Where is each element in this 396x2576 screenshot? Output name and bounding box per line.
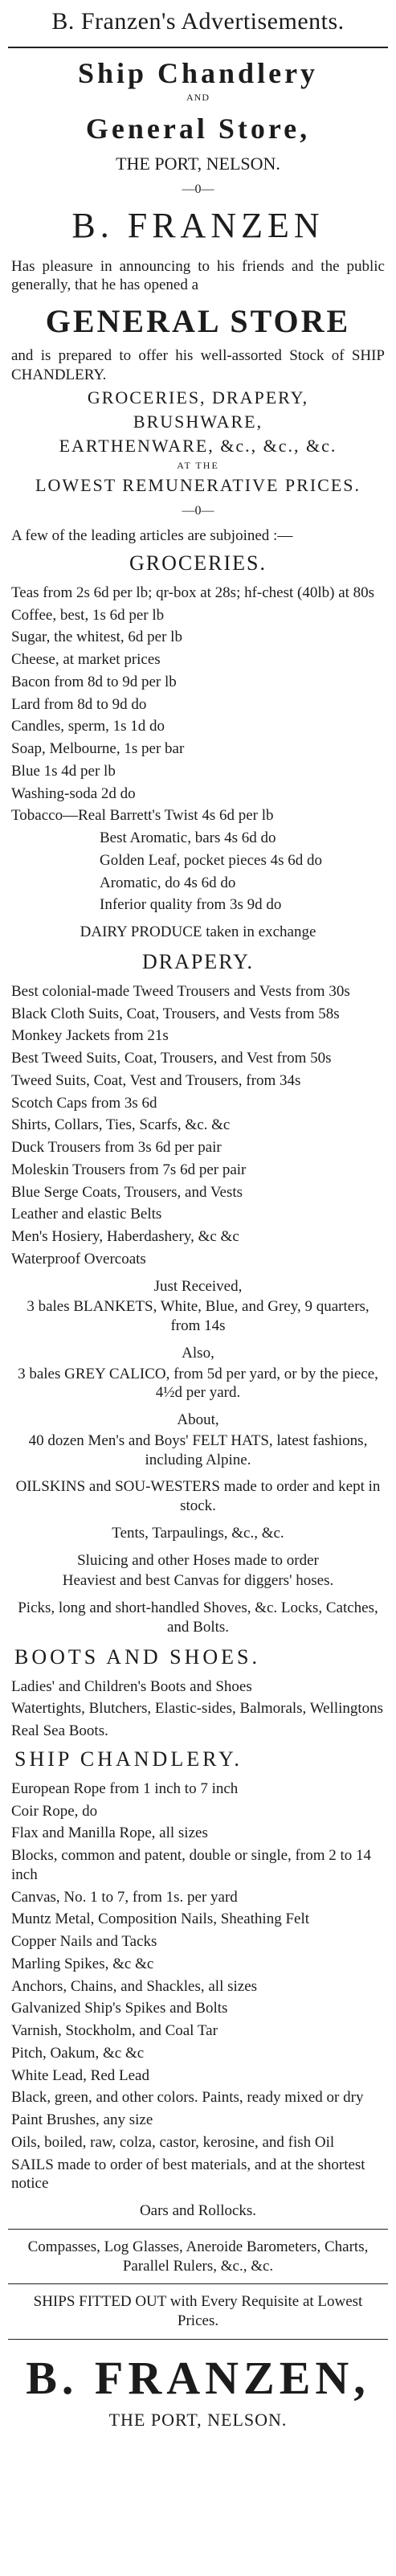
list-item: Bacon from 8d to 9d per lb — [11, 673, 177, 690]
subjoined-line: A few of the leading articles are subjoined :— — [11, 526, 293, 544]
section-rule — [8, 2339, 388, 2340]
list-item: Tweed Suits, Coat, Vest and Trousers, from 34s — [11, 1071, 301, 1089]
location-line: THE PORT, NELSON. — [116, 154, 280, 174]
list-item: Ladies' and Children's Boots and Shoes — [11, 1677, 252, 1695]
section-rule — [8, 2229, 388, 2230]
drapery-heading: DRAPERY. — [141, 949, 255, 973]
list-item: Shirts, Collars, Ties, Scarfs, &c. &c — [11, 1116, 231, 1134]
header-rule — [8, 47, 388, 48]
list-item: Flax and Manilla Rope, all sizes — [11, 1824, 208, 1842]
oars-line: Oars and Rollocks. — [139, 2202, 257, 2220]
groceries-list — [11, 584, 385, 915]
about-label: About, — [177, 1411, 219, 1429]
list-item: Marling Spikes, &c &c — [11, 1955, 154, 1972]
dairy-produce: DAIRY PRODUCE taken in exchange — [80, 924, 316, 941]
list-item: Blue Serge Coats, Trousers, and Vests — [11, 1183, 243, 1201]
calico-line: 3 bales GREY CALICO, from 5d per yard, or by the piece, 4½d per yard. — [18, 1365, 378, 1402]
list-item: Anchors, Chains, and Shackles, all sizes — [11, 1977, 258, 1995]
signature-location: THE PORT, NELSON. — [108, 2409, 288, 2430]
also-label: Also, — [182, 1344, 214, 1362]
boots-shoes-heading: BOOTS AND SHOES. — [14, 1644, 260, 1669]
list-item: Black, green, and other colors. Paints, ready mixed or dry — [11, 2089, 364, 2107]
intro-paragraph: Has pleasure in announcing to his friends and the public generally, that he has opened a — [11, 258, 385, 294]
felt-hats-line: 40 dozen Men's and Boys' FELT HATS, latest fashions, including Alpine. — [28, 1431, 368, 1468]
list-item: Cheese, at market prices — [11, 651, 161, 669]
intro-paragraph-2: and is prepared to offer his well-assorted Stock of SHIP CHANDLERY. — [11, 347, 385, 383]
list-item: Coir Rope, do — [11, 1802, 98, 1820]
list-item: Inferior quality from 3s 9d do — [100, 896, 282, 914]
separator: —0— — [182, 182, 214, 196]
at-the: AT THE — [177, 459, 219, 471]
ship-chandlery-heading: SHIP CHANDLERY. — [14, 1747, 243, 1771]
list-item: Best Tweed Suits, Coat, Trousers, and Vest from 50s — [11, 1050, 332, 1067]
list-item: Varnish, Stockholm, and Coal Tar — [11, 2022, 218, 2040]
advertisement-column — [8, 0, 388, 2431]
categories-line-3: EARTHENWARE, &c., &c., &c. — [59, 435, 337, 456]
list-item: Real Sea Boots. — [11, 1722, 108, 1740]
list-item: White Lead, Red Lead — [11, 2066, 149, 2084]
list-item: Scotch Caps from 3s 6d — [11, 1094, 157, 1112]
signature-name: B. FRANZEN, — [26, 2351, 370, 2404]
chandlery-list — [11, 1779, 385, 2193]
tents-line: Tents, Tarpaulings, &c., &c. — [112, 1524, 284, 1542]
oilskins-line: OILSKINS and SOU-WESTERS made to order and kept in stock. — [15, 1478, 381, 1515]
list-item: Best colonial-made Tweed Trousers and Vests from 30s — [11, 982, 350, 1000]
canvas-hoses-line: Heaviest and best Canvas for diggers' hoses. — [62, 1572, 334, 1590]
list-item: Washing-soda 2d do — [11, 784, 136, 802]
list-item: Sugar, the whitest, 6d per lb — [11, 629, 182, 646]
list-item: Blue 1s 4d per lb — [11, 762, 116, 780]
boots-list — [11, 1677, 385, 1741]
list-item: Galvanized Ship's Spikes and Bolts — [11, 2000, 228, 2017]
merchant-name: B. FRANZEN — [71, 206, 325, 245]
list-item: European Rope from 1 inch to 7 inch — [11, 1779, 239, 1797]
list-item: Watertights, Blutchers, Elastic-sides, Balmorals, Wellingtons — [11, 1700, 384, 1718]
title-and: AND — [186, 92, 210, 103]
ships-fitted-line: SHIPS FITTED OUT with Every Requisite at Lowest Prices. — [33, 2293, 363, 2330]
drapery-list — [11, 982, 385, 1269]
sluicing-line: Sluicing and other Hoses made to order — [77, 1551, 319, 1569]
list-item: Best Aromatic, bars 4s 6d do — [100, 829, 276, 847]
list-item: Soap, Melbourne, 1s per bar — [11, 740, 185, 758]
list-item: Copper Nails and Tacks — [11, 1933, 157, 1951]
list-item: Paint Brushes, any size — [11, 2111, 153, 2129]
list-item: Men's Hosiery, Haberdashery, &c &c — [11, 1228, 239, 1246]
list-item: Oils, boiled, raw, colza, castor, kerosine, and fish Oil — [11, 2133, 335, 2151]
general-store-heading: GENERAL STORE — [45, 303, 351, 340]
list-item: Coffee, best, 1s 6d per lb — [11, 606, 165, 624]
section-rule — [8, 2283, 388, 2284]
list-item: Black Cloth Suits, Coat, Trousers, and Vests from 58s — [11, 1005, 340, 1022]
list-item: Waterproof Overcoats — [11, 1250, 146, 1268]
list-item: Lard from 8d to 9d do — [11, 695, 147, 713]
lowest-prices: LOWEST REMUNERATIVE PRICES. — [35, 474, 361, 495]
categories-line-1: GROCERIES, DRAPERY, — [87, 387, 309, 407]
separator: —0— — [182, 503, 214, 518]
title-general-store: General Store, — [85, 113, 311, 145]
list-item: Golden Leaf, pocket pieces 4s 6d do — [100, 851, 322, 869]
list-item: Tobacco—Real Barrett's Twist 4s 6d per lb — [11, 807, 274, 825]
list-item: Pitch, Oakum, &c &c — [11, 2044, 145, 2062]
groceries-heading: GROCERIES. — [129, 551, 267, 575]
list-item: Moleskin Trousers from 7s 6d per pair — [11, 1161, 247, 1178]
list-item: Duck Trousers from 3s 6d per pair — [11, 1139, 222, 1157]
title-ship-chandlery: Ship Chandlery — [77, 57, 319, 89]
just-received: Just Received, — [153, 1277, 243, 1295]
page-header: B. Franzen's Advertisements. — [51, 8, 345, 35]
list-item: Monkey Jackets from 21s — [11, 1027, 169, 1045]
list-item: Teas from 2s 6d per lb; qr-box at 28s; hf-chest (40lb) at 80s — [11, 584, 375, 601]
list-item: Canvas, No. 1 to 7, from 1s. per yard — [11, 1888, 238, 1906]
compasses-line: Compasses, Log Glasses, Aneroide Barometers, Charts, Parallel Rulers, &c., &c. — [27, 2238, 369, 2275]
list-item: Leather and elastic Belts — [11, 1206, 162, 1223]
picks-line: Picks, long and short-handled Shoves, &c. Locks, Catches, and Bolts. — [18, 1599, 378, 1636]
list-item: Candles, sperm, 1s 1d do — [11, 718, 165, 735]
list-item: Aromatic, do 4s 6d do — [100, 874, 236, 891]
list-item: SAILS made to order of best materials, and at the shortest notice — [11, 2156, 365, 2193]
list-item: Blocks, common and patent, double or single, from 2 to 14 inch — [11, 1847, 372, 1883]
categories-line-2: BRUSHWARE, — [133, 411, 263, 432]
list-item: Muntz Metal, Composition Nails, Sheathing Felt — [11, 1910, 310, 1928]
blankets-line: 3 bales BLANKETS, White, Blue, and Grey, 9 quarters, from 14s — [27, 1298, 369, 1335]
